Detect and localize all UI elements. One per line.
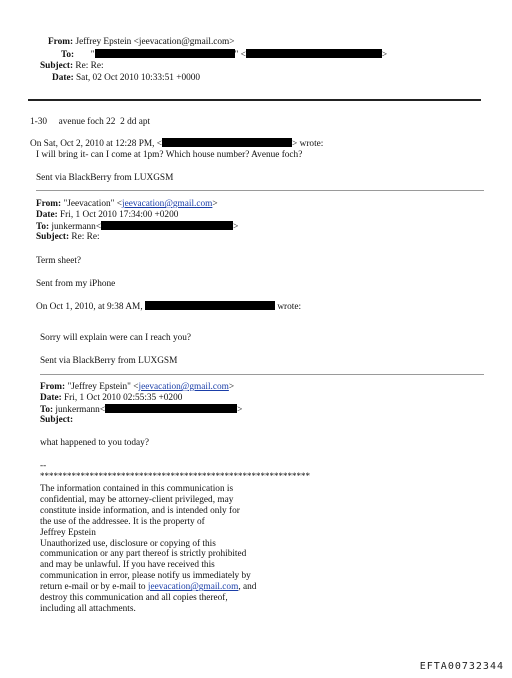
document-id: EFTA00732344 — [419, 661, 504, 672]
header-to — [61, 49, 387, 60]
disclaimer-line: Unauthorized use, disclosure or copying of this — [40, 538, 216, 549]
header-to-label: To: — [61, 50, 75, 60]
disclaimer-line: The information contained in this communication is — [40, 484, 234, 494]
disclaimer-line: communication in error, please notify us immediately by — [40, 571, 251, 582]
header-date-label: Date: — [52, 73, 74, 83]
header-date-value: Sat, 02 Oct 2010 10:33:51 +0000 — [76, 73, 201, 83]
msg3-from-email-link[interactable]: jeevacation@gmail.com — [138, 382, 229, 392]
msg2-quote-prefix: On Oct 1, 2010, at 9:38 AM, — [36, 302, 143, 312]
msg3-date — [40, 393, 182, 403]
msg3-subject-label: Subject: — [40, 415, 74, 425]
msg2-subject-value: Re: Re: — [71, 232, 100, 242]
quote1-header — [30, 138, 323, 149]
redaction-box — [145, 301, 275, 310]
msg2-date-value: Fri, 1 Oct 2010 17:34:00 +0200 — [60, 210, 179, 220]
disclaimer-line — [40, 582, 256, 593]
msg3-to-label: To: — [40, 405, 54, 415]
disclaimer-line: constitute inside information, and is intended only for — [40, 505, 240, 516]
msg2-quote-line2: Sent via BlackBerry from LUXGSM — [40, 356, 178, 366]
header-from — [48, 37, 235, 47]
msg2-to-value: junkermann< — [51, 222, 102, 232]
msg3-from-pre: "Jeffrey Epstein" < — [67, 382, 139, 392]
msg3-to — [40, 404, 242, 415]
header-subject-label: Subject: — [40, 61, 74, 71]
redaction-box — [246, 49, 382, 58]
header-divider — [28, 99, 481, 101]
header-subject-value: Re: Re: — [75, 61, 104, 71]
msg3-from-post: > — [228, 382, 235, 392]
quote1-signature: Sent via BlackBerry from LUXGSM — [36, 173, 174, 183]
redaction-box — [95, 49, 235, 58]
header-to-quote: " — [90, 50, 95, 60]
disclaimer — [40, 484, 256, 615]
msg2-quote-header — [36, 301, 301, 312]
disclaimer-line: and may be unlawful. If you have received this — [40, 560, 215, 571]
msg2-from-email-link[interactable]: jeevacation@gmail.com — [122, 199, 213, 209]
header-from-label: From: — [48, 37, 74, 47]
quote-divider — [40, 374, 484, 375]
header-to-close: > — [381, 50, 388, 60]
msg2-subject — [36, 232, 100, 242]
disclaimer-line: including all attachments. — [40, 603, 136, 614]
header-to-mid: " < — [234, 50, 246, 60]
msg2-from-label: From: — [36, 199, 62, 209]
msg2-date — [36, 210, 178, 220]
header-date — [52, 73, 200, 83]
disclaimer-line: confidential, may be attorney-client privileged, may — [40, 494, 234, 505]
body-line1: 1-30 avenue foch 22 2 dd apt — [30, 117, 151, 127]
msg2-to-label: To: — [36, 222, 50, 232]
msg3-from — [40, 382, 234, 392]
quote1-suffix: > wrote: — [292, 139, 324, 149]
msg2-to — [36, 221, 238, 232]
msg3-date-value: Fri, 1 Oct 2010 02:55:35 +0200 — [64, 393, 183, 403]
disclaimer-line: destroy this communication and all copies thereof, — [40, 593, 228, 604]
disclaimer-line: the use of the addressee. It is the property of — [40, 516, 205, 527]
disclaimer-return-pre: return e-mail or by e-mail to — [40, 582, 148, 593]
disclaimer-email-link[interactable]: jeevacation@gmail.com — [147, 582, 239, 593]
disclaimer-line: communication or any part thereof is strictly prohibited — [40, 549, 247, 560]
msg2-quote-suffix: wrote: — [277, 302, 302, 312]
msg3-stars: ************************************************************ — [40, 471, 310, 481]
redaction-box — [162, 138, 292, 147]
msg2-quote-line1: Sorry will explain were can I reach you? — [40, 333, 192, 343]
disclaimer-return-post: , and — [238, 582, 257, 593]
msg3-to-close: > — [237, 405, 243, 415]
msg2-subject-label: Subject: — [36, 232, 70, 242]
redaction-box — [101, 221, 233, 230]
msg3-to-value: junkermann< — [55, 405, 106, 415]
quote1-prefix: On Sat, Oct 2, 2010 at 12:28 PM, < — [30, 139, 163, 149]
redaction-box — [105, 404, 237, 413]
msg2-line1: Term sheet? — [36, 256, 82, 266]
header-subject — [40, 61, 104, 71]
msg2-from-pre: "Jeevacation" < — [63, 199, 122, 209]
msg2-date-label: Date: — [36, 210, 58, 220]
msg3-subject — [40, 415, 73, 425]
msg2-line2: Sent from my iPhone — [36, 279, 116, 289]
quote-divider — [36, 190, 484, 191]
msg2-from — [36, 199, 218, 209]
msg3-dashes: -- — [40, 461, 47, 471]
msg3-date-label: Date: — [40, 393, 62, 403]
quote1-line: I will bring it- can I come at 1pm? Which house number? Avenue foch? — [36, 150, 303, 160]
msg2-from-post: > — [212, 199, 218, 209]
header-from-value: Jeffrey Epstein <jeevacation@gmail.com> — [75, 37, 235, 47]
msg3-line1: what happened to you today? — [40, 438, 149, 448]
msg3-from-label: From: — [40, 382, 66, 392]
disclaimer-line: Jeffrey Epstein — [40, 527, 96, 538]
msg2-to-close: > — [233, 222, 239, 232]
